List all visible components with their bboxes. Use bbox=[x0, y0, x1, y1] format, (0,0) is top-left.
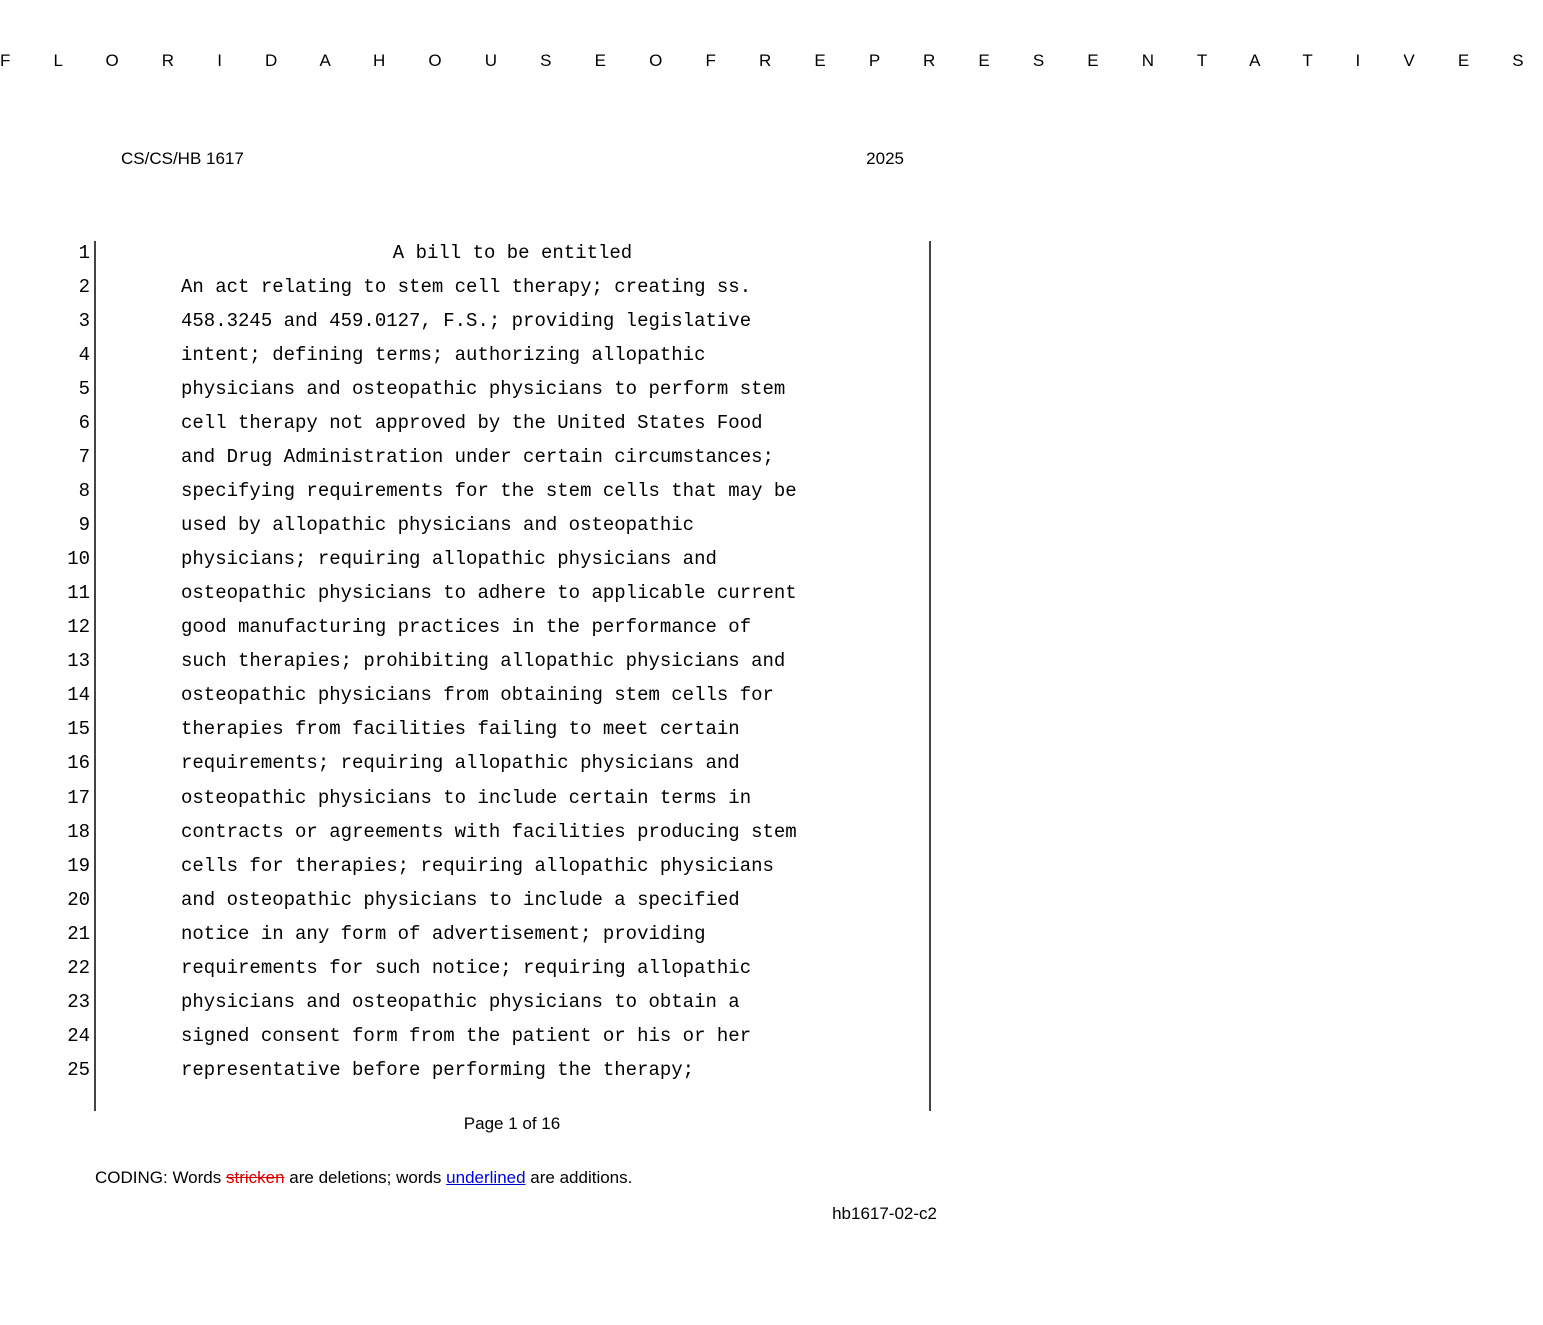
line-number: 12 bbox=[67, 616, 90, 639]
line-text: physicians and osteopathic physicians to obtain a bbox=[181, 990, 740, 1013]
line-text: therapies from facilities failing to meet certain bbox=[181, 718, 740, 741]
chamber-heading: F L O R I D A H O U S E O F R E P R E S E N T A T I V E S bbox=[0, 51, 1543, 70]
line-number: 16 bbox=[67, 752, 90, 775]
line-number: 11 bbox=[67, 582, 90, 605]
coding-underlined-sample: underlined bbox=[446, 1168, 526, 1187]
line-text: contracts or agreements with facilities producing stem bbox=[181, 820, 797, 843]
line-number: 1 bbox=[78, 242, 90, 264]
bill-line bbox=[0, 444, 1024, 478]
coding-suffix: are additions. bbox=[525, 1168, 633, 1187]
line-text: representative before performing the therapy; bbox=[181, 1058, 695, 1081]
line-number: 22 bbox=[67, 956, 90, 979]
line-text: cells for therapies; requiring allopathic physicians bbox=[181, 854, 774, 877]
bill-line bbox=[0, 410, 1024, 444]
line-number: 18 bbox=[67, 820, 90, 843]
bill-line bbox=[0, 1023, 1024, 1057]
line-number: 20 bbox=[67, 888, 90, 911]
bill-number: CS/CS/HB 1617 bbox=[121, 149, 244, 168]
coding-stricken-sample: stricken bbox=[225, 1168, 285, 1187]
bill-line bbox=[0, 274, 1024, 308]
bill-line bbox=[0, 682, 1024, 716]
bill-line bbox=[0, 512, 1024, 546]
line-number: 23 bbox=[67, 990, 90, 1013]
bill-line bbox=[0, 716, 1024, 750]
page-number: Page 1 of 16 bbox=[463, 1114, 561, 1133]
coding-prefix: CODING: Words bbox=[95, 1168, 226, 1187]
line-text: and osteopathic physicians to include a specified bbox=[181, 888, 740, 911]
line-text: signed consent form from the patient or his or her bbox=[181, 1024, 752, 1047]
line-text: requirements for such notice; requiring allopathic bbox=[181, 956, 752, 979]
line-text: osteopathic physicians from obtaining stem cells for bbox=[181, 684, 774, 707]
bill-line bbox=[0, 648, 1024, 682]
line-text: 458.3245 and 459.0127, F.S.; providing legislative bbox=[181, 310, 752, 333]
line-number: 17 bbox=[67, 786, 90, 809]
line-number: 14 bbox=[67, 684, 90, 707]
bill-line bbox=[0, 580, 1024, 614]
bill-line bbox=[0, 1057, 1024, 1091]
line-text: used by allopathic physicians and osteopathic bbox=[181, 514, 695, 537]
bill-line bbox=[0, 342, 1024, 376]
line-text: osteopathic physicians to include certain terms in bbox=[181, 786, 752, 809]
bill-line bbox=[0, 819, 1024, 853]
bill-line bbox=[0, 376, 1024, 410]
bill-line bbox=[0, 989, 1024, 1023]
line-text: good manufacturing practices in the performance of bbox=[181, 616, 752, 639]
line-text: A bill to be entitled bbox=[392, 242, 633, 264]
line-number: 8 bbox=[78, 480, 90, 503]
bill-line bbox=[0, 853, 1024, 887]
line-number: 4 bbox=[78, 344, 90, 367]
line-text: physicians; requiring allopathic physicians and bbox=[181, 548, 717, 571]
line-number: 3 bbox=[78, 310, 90, 333]
coding-legend bbox=[95, 1167, 632, 1189]
bill-line bbox=[0, 955, 1024, 989]
line-text: osteopathic physicians to adhere to applicable current bbox=[181, 582, 797, 605]
line-number: 15 bbox=[67, 718, 90, 741]
line-number: 6 bbox=[78, 412, 90, 435]
line-text: cell therapy not approved by the United States Food bbox=[181, 412, 763, 435]
line-text: An act relating to stem cell therapy; creating ss. bbox=[181, 276, 752, 299]
line-text: intent; defining terms; authorizing allopathic bbox=[181, 344, 706, 367]
line-text: specifying requirements for the stem cells that may be bbox=[181, 480, 797, 503]
bill-line bbox=[0, 921, 1024, 955]
line-number: 24 bbox=[67, 1024, 90, 1047]
coding-middle: are deletions; words bbox=[284, 1168, 447, 1187]
bill-line bbox=[0, 887, 1024, 921]
line-number: 21 bbox=[67, 922, 90, 945]
bill-line bbox=[0, 614, 1024, 648]
line-number: 2 bbox=[78, 276, 90, 299]
document-code: hb1617-02-c2 bbox=[832, 1204, 937, 1223]
bill-year: 2025 bbox=[866, 149, 904, 168]
line-text: such therapies; prohibiting allopathic physicians and bbox=[181, 650, 786, 673]
line-number: 7 bbox=[78, 446, 90, 469]
line-text: physicians and osteopathic physicians to perform stem bbox=[181, 378, 786, 401]
bill-text bbox=[0, 240, 1024, 1091]
bill-line bbox=[0, 308, 1024, 342]
line-number: 13 bbox=[67, 650, 90, 673]
line-number: 25 bbox=[67, 1058, 90, 1081]
line-number: 5 bbox=[78, 378, 90, 401]
bill-line bbox=[0, 546, 1024, 580]
line-number: 19 bbox=[67, 854, 90, 877]
bill-line bbox=[0, 478, 1024, 512]
bill-line bbox=[0, 750, 1024, 784]
line-number: 9 bbox=[78, 514, 90, 537]
line-text: requirements; requiring allopathic physicians and bbox=[181, 752, 740, 775]
bill-line bbox=[0, 240, 1024, 274]
line-text: and Drug Administration under certain circumstances; bbox=[181, 446, 774, 469]
line-text: notice in any form of advertisement; providing bbox=[181, 922, 706, 945]
line-number: 10 bbox=[67, 548, 90, 571]
bill-line bbox=[0, 785, 1024, 819]
